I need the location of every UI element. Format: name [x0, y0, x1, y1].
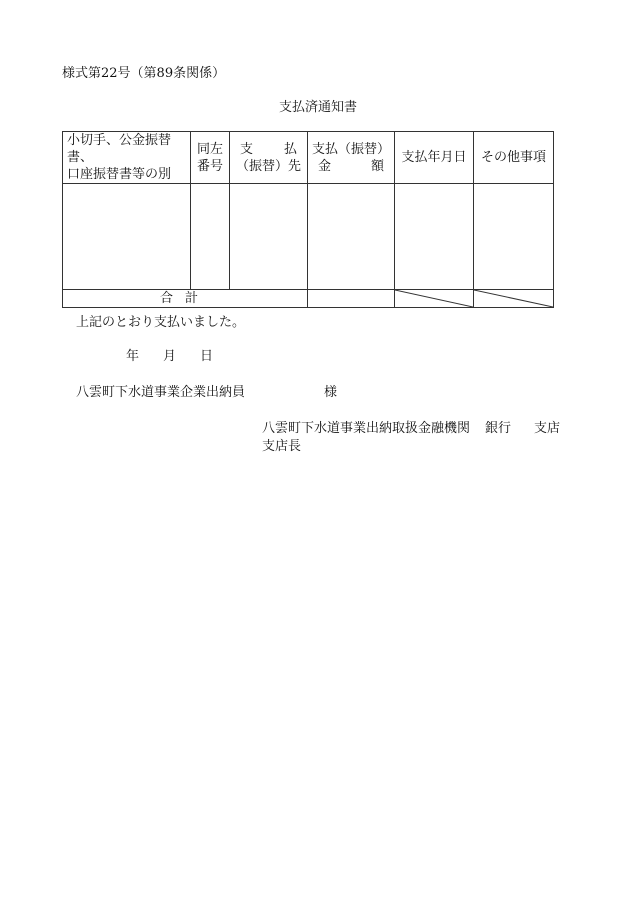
- addressee-honorific: 様: [324, 385, 338, 400]
- cell-payment-date: [395, 184, 474, 290]
- sender-manager: 支店長: [262, 439, 302, 454]
- header-row: [63, 132, 554, 184]
- header-payment-type-line2: 口座振替書等の別: [67, 167, 172, 182]
- header-payee-line1b: 払: [283, 141, 297, 157]
- addressee-name: 八雲町下水道事業企業出納員: [76, 385, 246, 400]
- total-other-void: [474, 290, 554, 308]
- header-amount-line2a: 金: [318, 158, 332, 174]
- date-day: 日: [200, 349, 214, 364]
- date-month: 月: [163, 349, 177, 364]
- table-row: [63, 184, 554, 290]
- payment-table: [62, 131, 554, 308]
- header-payee-line1a: 支: [240, 141, 254, 157]
- date-year: 年: [126, 349, 140, 364]
- sender-branch: 支店: [534, 421, 561, 436]
- header-amount-line1: 支払（振替）: [311, 141, 390, 157]
- cell-amount: [308, 184, 395, 290]
- header-payment-date: 支払年月日: [395, 132, 474, 184]
- total-date-void: [395, 290, 474, 308]
- cell-payment-type: [63, 184, 191, 290]
- sender-bank: 銀行: [485, 421, 512, 436]
- header-amount-line2b: 額: [370, 158, 384, 174]
- header-amount: [308, 132, 395, 184]
- total-label: 合計: [63, 290, 308, 308]
- header-payee-line2: （振替）先: [235, 158, 301, 174]
- header-number: [191, 132, 230, 184]
- header-number-line1: 同左: [196, 141, 223, 157]
- header-other: その他事項: [474, 132, 554, 184]
- header-payee: [230, 132, 308, 184]
- cell-payee: [230, 184, 308, 290]
- header-payment-type: [63, 132, 191, 184]
- cell-number: [191, 184, 230, 290]
- total-row: [63, 290, 554, 308]
- total-amount: [308, 290, 395, 308]
- form-number: 様式第22号（第89条関係）: [62, 66, 226, 81]
- header-payment-type-line1: 小切手、公金振替書、: [67, 133, 172, 165]
- header-number-line2: 番号: [196, 158, 223, 174]
- cell-other: [474, 184, 554, 290]
- statement: 上記のとおり支払いました。: [76, 315, 246, 330]
- document-title: 支払済通知書: [279, 100, 358, 115]
- diagonal-line-icon: [395, 290, 473, 307]
- diagonal-line-icon: [474, 290, 553, 307]
- sender-institution: 八雲町下水道事業出納取扱金融機関: [262, 421, 471, 436]
